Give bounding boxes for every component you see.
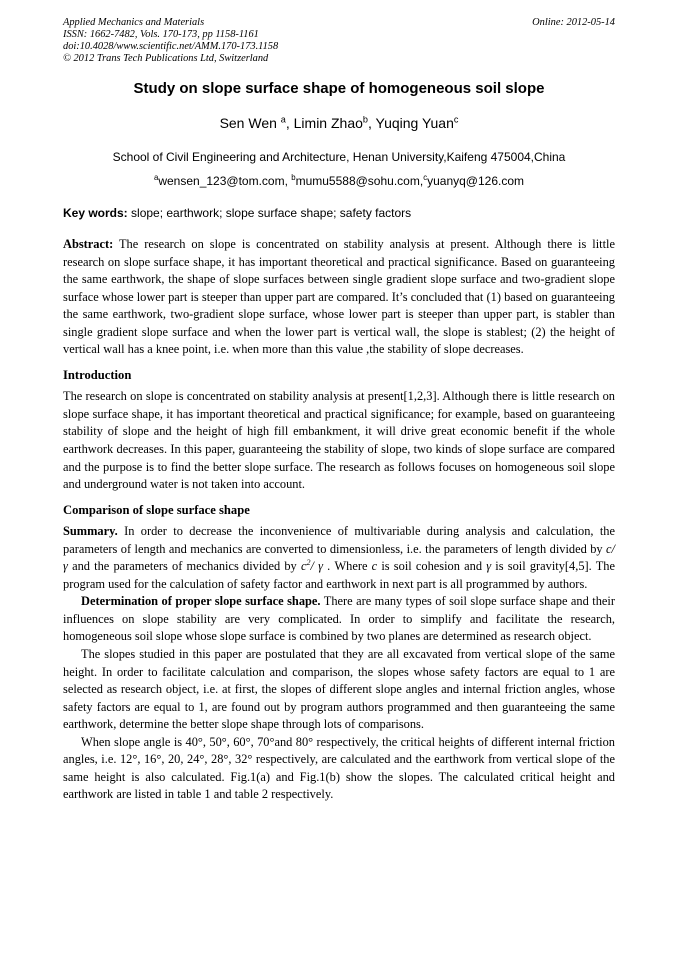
- paper-body: [63, 236, 615, 804]
- summary-text: . Where: [322, 559, 372, 574]
- author-affil-mark: c: [453, 114, 459, 125]
- summary-paragraph: [63, 523, 615, 593]
- author-affil-mark: b: [362, 114, 368, 125]
- formula-length: c/ γ: [63, 541, 615, 574]
- email-list: $^a$wensen_123@tom.com, $^b$mumu5588@sohu.com,$^c$yuanyq@126.com: [153, 173, 524, 188]
- summary-text: In order to decrease the inconvenience of multivariable during analysis and calculation, the parameters of length and mechanics are converted to dimensionless, i.e. the parameters of length divided by: [63, 524, 615, 556]
- abstract-text: The research on slope is concentrated on stability analysis at present. Although there is little research on slope surface shape, it has important theoretical and practical significance. Based on guaranteeing the same earthwork, the shape of slope surfaces between single gradient slope surface and two-gradient slope surface whose lower part is steeper than upper part are compared. It’s concluded that (1) based on guaranteeing the same earthwork, two-gradient slope surface, whose lower part is steeper than upper part, is stabler than single gradient slope surface and when the lower part is vertical wall, the slope is stablest; (2) the height of vertical wall has a knee point, i.e. when more than this value ,the stability of slope decreases.: [63, 237, 615, 357]
- determination-text: There are many types of soil slope surface shape and their influences on slope stability are very complicated. In order to simplify and facilitate the research, homogeneous soil slope whose slope surface is combined by two planes are determined as research object.: [63, 594, 615, 644]
- email-address: yuanyq@126.com: [427, 174, 524, 188]
- abstract-label: Abstract:: [63, 237, 114, 251]
- email-mark: b: [291, 173, 296, 182]
- summary-text: is soil cohesion and: [377, 559, 487, 574]
- body-paragraph: When slope angle is 40°, 50°, 60°, 70°and 80° respectively, the critical heights of different internal friction angles, i.e. 12°, 16°, 20, 24°, 28°, 32° respectively, are calculated and the earthwork from vertical slope of the same height is also calculated. Fig.1(a) and Fig.1(b) show the slopes. The calculated critical height and earthwork are listed in table 1 and table 2 respectively.: [63, 734, 615, 802]
- formula-tail: / γ: [310, 559, 323, 574]
- journal-header: [63, 17, 615, 65]
- issn: ISSN: 1662-7482, Vols. 170-173, pp 1158-1161: [63, 29, 259, 40]
- determination-label: Determination of proper slope surface shape.: [81, 594, 321, 609]
- summary-text: is soil gravity[4,5]. The program used for the calculation of safety factor and earthwork in next part is all programmed by authors.: [63, 559, 615, 591]
- keywords-text: slope; earthwork; slope surface shape; safety factors: [127, 206, 412, 220]
- summary-label: Summary.: [63, 524, 118, 539]
- author-list: Sen Wen $^a$, Limin Zhao$^b$, Yuqing Yuan$^c$: [219, 114, 459, 131]
- formula-mechanics: [301, 559, 323, 573]
- formula-var: c: [300, 559, 307, 574]
- var-c: c: [371, 559, 378, 574]
- section-heading: Comparison of slope surface shape: [63, 502, 250, 517]
- intro-paragraph: The research on slope is concentrated on stability analysis at present[1,2,3]. Although there is little research on slope surface shape, it has important theoretical and practical significance; for example, based on guaranteeing stability of slope and the height of high fill embankment, it will drive great economic benefit if the whole earthwork decreases. In this paper, guaranteeing the stability of slope, two kinds of slope surface are compared and the purpose is to find the better slope surface. The research as follows focuses on homogeneous soil slope and underground water is not taken into account.: [63, 389, 615, 492]
- paper-title: Study on slope surface shape of homogeneous soil slope: [133, 80, 545, 97]
- email-address: mumu5588@sohu.com: [295, 174, 420, 188]
- author-name: Limin Zhao: [293, 115, 363, 131]
- abstract: [63, 236, 615, 359]
- keywords-label: Key words:: [63, 206, 128, 220]
- email-mark: a: [153, 173, 159, 182]
- email-mark: c: [423, 173, 428, 182]
- body-paragraph: The slopes studied in this paper are postulated that they are all excavated from vertical slope of the same height. In order to facilitate calculation and comparison, the slopes whose safety factors are equal to 1 are selected as research object, i.e. at first, the slopes of different slope angles and internal friction angles, whose safety factors are equal to 1, are found out by program authors programmed and then guaranteeing the same earthwork, determine the better slope shape through lots of comparisons.: [63, 647, 615, 732]
- affiliation: School of Civil Engineering and Architecture, Henan University,Kaifeng 475004,China: [112, 150, 566, 164]
- copyright: © 2012 Trans Tech Publications Ltd, Switzerland: [63, 53, 269, 64]
- online-date: Online: 2012-05-14: [532, 17, 615, 28]
- author-name: Sen Wen: [219, 115, 277, 131]
- keywords: [63, 206, 615, 220]
- determination-paragraph: [63, 593, 615, 646]
- doi: doi:10.4028/www.scientific.net/AMM.170-173.1158: [63, 41, 279, 52]
- section-heading: Introduction: [63, 367, 132, 382]
- email-address: wensen_123@tom.com: [158, 174, 285, 188]
- summary-text: and the parameters of mechanics divided by: [67, 559, 301, 574]
- author-affil-mark: a: [280, 114, 286, 125]
- var-gamma: γ: [486, 559, 492, 574]
- author-name: Yuqing Yuan: [375, 115, 454, 131]
- formula-exp: 2: [306, 558, 311, 568]
- journal-name: Applied Mechanics and Materials: [63, 17, 205, 28]
